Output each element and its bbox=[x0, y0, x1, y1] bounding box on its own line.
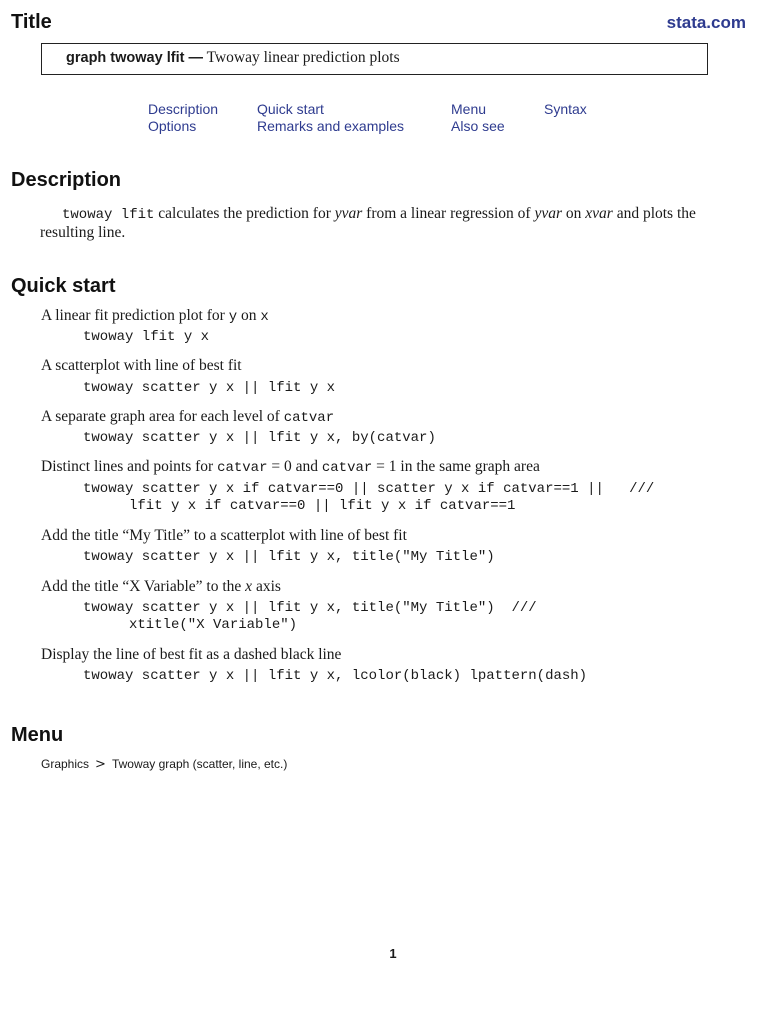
nav-link-description[interactable]: Description bbox=[148, 101, 219, 117]
quick-start-code: twoway scatter y x || lfit y x bbox=[83, 380, 336, 396]
description-yvar: yvar bbox=[334, 205, 363, 222]
nav-link-options[interactable]: Options bbox=[148, 118, 197, 134]
quick-start-item-label: Distinct lines and points for catvar = 0 and catvar = 1 in the same graph area bbox=[41, 458, 540, 476]
description-text: calculates the prediction for bbox=[154, 205, 335, 222]
quick-start-code: lfit y x if catvar==0 || lfit y x if catvar==1 bbox=[129, 498, 516, 514]
quick-start-item-label: Add the title “My Title” to a scatterplot with line of best fit bbox=[41, 527, 407, 544]
quick-start-code: twoway scatter y x || lfit y x, title("My Title") bbox=[83, 549, 495, 565]
description-paragraph bbox=[40, 205, 746, 242]
nav-link-also-see[interactable]: Also see bbox=[451, 118, 505, 134]
quick-start-heading: Quick start bbox=[11, 275, 116, 297]
stata-site-link[interactable]: stata.com bbox=[666, 13, 746, 32]
quick-start-code: twoway scatter y x || lfit y x, lcolor(black) lpattern(dash) bbox=[83, 668, 588, 684]
menu-path-twoway: Twoway graph (scatter, line, etc.) bbox=[111, 757, 288, 771]
description-text: from a linear regression of bbox=[362, 205, 535, 222]
quick-start-code: twoway lfit y x bbox=[83, 329, 210, 345]
menu-path bbox=[41, 757, 287, 772]
quick-start-item-label: Display the line of best fit as a dashed black line bbox=[41, 646, 342, 663]
title-heading: Title bbox=[11, 11, 52, 33]
description-heading: Description bbox=[11, 169, 122, 191]
page-number: 1 bbox=[389, 946, 397, 961]
description-xvar: xvar bbox=[585, 205, 613, 222]
quick-start-item-label: A separate graph area for each level of catvar bbox=[41, 408, 335, 426]
quick-start-code: xtitle("X Variable") bbox=[129, 617, 298, 633]
quick-start-item-label: Add the title “X Variable” to the x axis bbox=[41, 578, 281, 595]
description-text: on bbox=[562, 205, 586, 222]
nav-link-quick-start[interactable]: Quick start bbox=[257, 101, 324, 117]
quick-start-item-label: A linear fit prediction plot for y on x bbox=[41, 307, 269, 325]
quick-start-code: twoway scatter y x || lfit y x, title("My Title") /// bbox=[83, 600, 537, 616]
quick-start-code: twoway scatter y x if catvar==0 || scatter y x if catvar==1 || /// bbox=[83, 481, 655, 497]
description-text: and plots the resulting line. bbox=[40, 205, 696, 241]
description-command: twoway lfit bbox=[62, 207, 155, 223]
nav-link-syntax[interactable]: Syntax bbox=[544, 101, 587, 117]
menu-heading: Menu bbox=[11, 724, 64, 746]
quick-start-code: twoway scatter y x || lfit y x, by(catvar) bbox=[83, 430, 436, 446]
title-box bbox=[41, 43, 708, 75]
command-name: graph twoway lfit — bbox=[66, 50, 203, 66]
description-yvar: yvar bbox=[534, 205, 563, 222]
nav-link-menu[interactable]: Menu bbox=[451, 101, 487, 117]
nav-link-remarks[interactable]: Remarks and examples bbox=[257, 118, 405, 134]
command-description: Twoway linear prediction plots bbox=[206, 49, 400, 66]
menu-separator-icon: > bbox=[95, 757, 106, 772]
menu-path-graphics: Graphics bbox=[41, 757, 90, 771]
quick-start-item-label: A scatterplot with line of best fit bbox=[41, 357, 242, 374]
